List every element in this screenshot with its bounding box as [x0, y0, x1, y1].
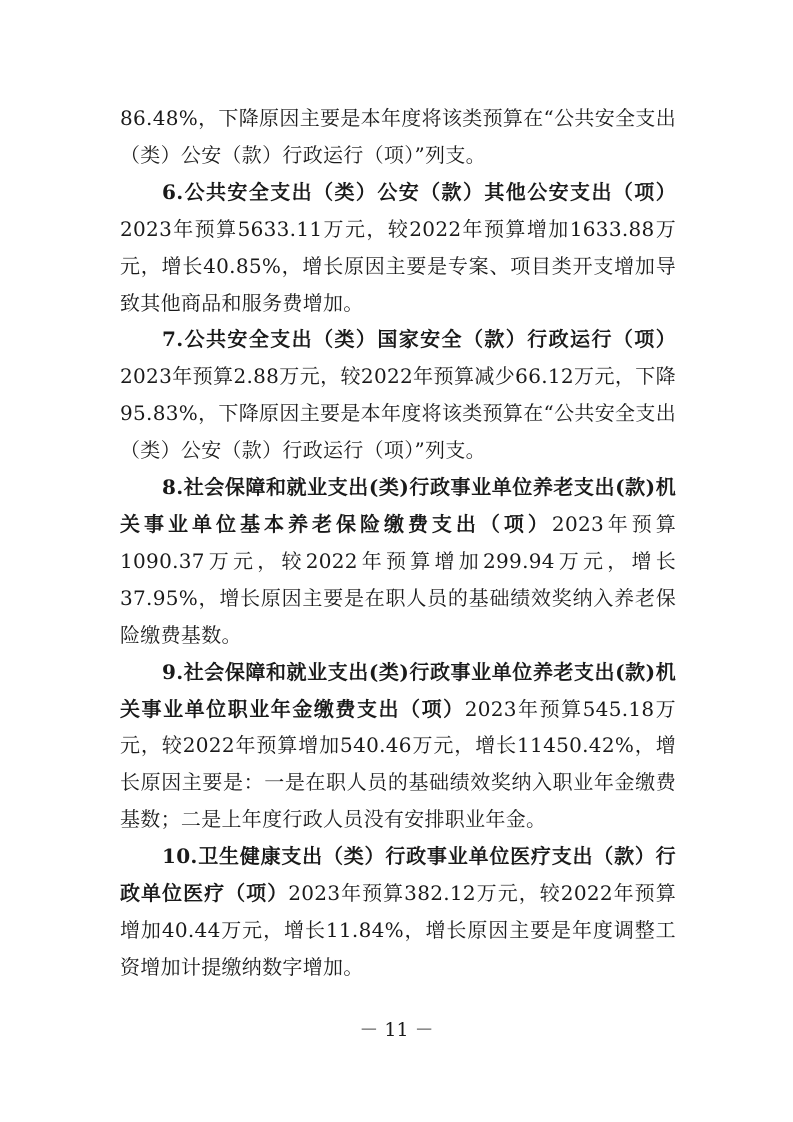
document-body [120, 100, 676, 986]
item-body: 2023年预算5633.11万元，较2022年预算增加1633.88万元，增长40.85%，增长原因主要是专案、项目类开支增加导致其他商品和服务费增加。 [120, 216, 676, 315]
item-heading: 6.公共安全支出（类）公安（款）其他公安支出（项） [162, 179, 676, 204]
paragraph-item-8 [120, 469, 676, 654]
item-body: 2023年预算545.18万元，较2022年预算增加540.46万元，增长11450.42%，增长原因主要是：一是在职人员的基础绩效奖纳入职业年金缴费基数；二是上年度行政人员没有安排职业年金。 [120, 696, 676, 832]
item-body: 2023年预算2.88万元，较2022年预算减少66.12万元，下降95.83%，下降原因主要是本年度将该类预算在“公共安全支出（类）公安（款）行政运行（项）”列支。 [120, 364, 676, 463]
page-number: － 11 － [359, 1019, 434, 1041]
item-body: 2023年预算1090.37万元，较2022年预算增加299.94万元，增长37.95%，增长原因主要是在职人员的基础绩效奖纳入养老保险缴费基数。 [120, 511, 677, 647]
paragraph-item-7 [120, 321, 676, 469]
item-heading: 9.社会保障和就业支出(类)行政事业单位养老支出(款)机关事业单位职业年金缴费支出（项） [120, 659, 676, 721]
paragraph-continuation [120, 100, 676, 174]
item-heading: 8.社会保障和就业支出(类)行政事业单位养老支出(款)机关事业单位基本养老保险缴费支出（项） [120, 475, 676, 536]
paragraph-item-6 [120, 174, 676, 322]
paragraph-body: 86.48%，下降原因主要是本年度将该类预算在“公共安全支出（类）公安（款）行政运行（项）”列支。 [120, 106, 676, 167]
paragraph-item-10 [120, 838, 676, 986]
item-heading: 10.卫生健康支出（类）行政事业单位医疗支出（款）行政单位医疗（项） [120, 844, 676, 906]
item-heading: 7.公共安全支出（类）国家安全（款）行政运行（项） [162, 327, 676, 352]
item-body: 2023年预算382.12万元，较2022年预算增加40.44万元，增长11.84%，增长原因主要是年度调整工资增加计提缴纳数字增加。 [120, 881, 676, 979]
paragraph-item-9 [120, 654, 676, 839]
